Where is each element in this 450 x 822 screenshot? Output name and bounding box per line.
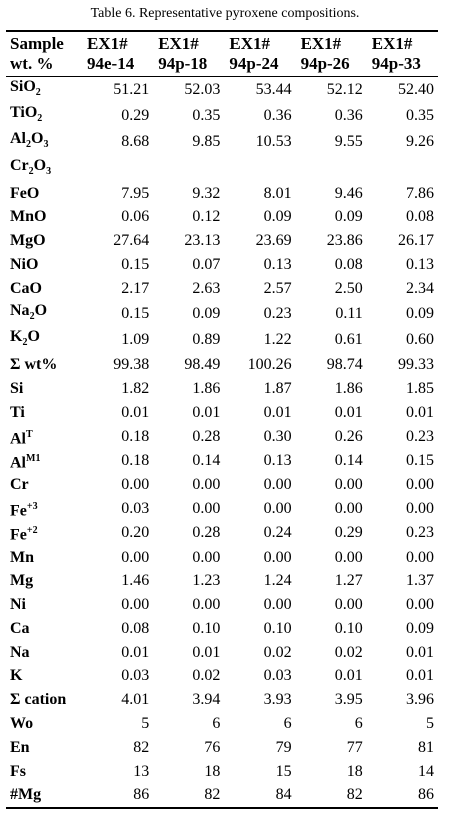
table-cell: 0.00: [334, 476, 363, 494]
table-cell: 0.08: [334, 256, 363, 274]
table-cell: 2.17: [121, 279, 150, 297]
row-label: Mg: [10, 572, 34, 590]
table-cell: 0.03: [121, 500, 150, 518]
table-row: [6, 736, 438, 760]
table-cell: 0.00: [263, 500, 292, 518]
table-cell: 0.00: [263, 596, 292, 614]
table-cell: 0.18: [121, 451, 150, 469]
table-cell: 5: [426, 715, 434, 733]
table-cell: 52.12: [326, 81, 363, 99]
table-row: [6, 712, 438, 736]
table-cell: 0.00: [406, 500, 434, 518]
table-cell: [82, 156, 153, 182]
table-cell: 0.23: [406, 427, 434, 445]
table-cell: 3.94: [192, 691, 221, 709]
table-row: [6, 156, 438, 182]
row-label: Ti: [10, 403, 25, 421]
table-body: [6, 77, 438, 809]
table-cell: 0.29: [334, 524, 363, 542]
table-row: [6, 497, 438, 521]
table-cell: 0.00: [192, 476, 221, 494]
table-cell: 0.00: [121, 596, 150, 614]
row-label: TiO$_2$: [10, 104, 43, 125]
table-cell: 8.68: [121, 133, 150, 151]
row-label: Na: [10, 643, 30, 661]
table-cell: 53.44: [255, 81, 292, 99]
table-cell: 76: [204, 738, 221, 756]
table-cell: 0.02: [334, 643, 363, 661]
row-label: $Al^{M1}$: [10, 452, 41, 472]
table-cell: 3.96: [406, 691, 434, 709]
sample-column-header-2: EX1#: [158, 34, 199, 53]
table-cell: 0.09: [406, 619, 434, 637]
row-label: $Fe^{+3}$: [10, 500, 38, 520]
table-cell: 0.13: [263, 451, 292, 469]
table-cell: 0.35: [406, 107, 434, 125]
table-cell: 1.09: [121, 331, 150, 349]
table-cell: 3.95: [334, 691, 363, 709]
sample-id-1: 94e-14: [87, 54, 135, 73]
table-row: [6, 760, 438, 784]
row-label: Mn: [10, 548, 34, 566]
table-cell: [367, 156, 438, 182]
table-cell: 0.02: [192, 667, 221, 685]
table-cell: 0.00: [192, 500, 221, 518]
table-cell: 0.00: [263, 548, 292, 566]
table-cell: 0.10: [334, 619, 363, 637]
table-cell: 0.00: [121, 476, 150, 494]
table-cell: 0.01: [121, 403, 150, 421]
table-cell: 79: [275, 738, 292, 756]
table-cell: 23.13: [184, 232, 221, 250]
table-cell: 0.15: [406, 451, 434, 469]
row-label: $Fe^{+2}$: [10, 525, 38, 544]
table-cell: 27.64: [113, 232, 150, 250]
table-cell: 23.86: [326, 232, 363, 250]
table-row: [6, 521, 438, 545]
row-label: #Mg: [10, 786, 42, 804]
table-cell: 2.57: [263, 279, 292, 297]
table-cell: 3.93: [263, 691, 292, 709]
table-row: [6, 327, 438, 353]
table-cell: 82: [204, 786, 221, 804]
row-label: CaO: [10, 279, 42, 297]
row-label: Si: [10, 379, 24, 397]
row-label: Ca: [10, 619, 30, 637]
table-cell: 0.28: [192, 524, 221, 542]
table-cell: 0.08: [121, 619, 150, 637]
table-cell: 99.33: [398, 356, 434, 373]
table-cell: 0.10: [263, 619, 292, 637]
table-cell: 15: [275, 762, 292, 780]
sample-column-header-5: EX1#: [371, 34, 413, 53]
table-row: [6, 641, 438, 665]
table-row: [6, 103, 438, 129]
table-cell: 23.69: [255, 232, 292, 250]
table-cell: 100.26: [247, 356, 292, 373]
table-row: [6, 353, 438, 377]
table-cell: 77: [346, 738, 363, 756]
table-cell: 1.22: [263, 331, 292, 349]
table-cell: 2.34: [406, 279, 434, 297]
row-label: SiO$_2$: [10, 78, 41, 99]
table-cell: 0.03: [263, 667, 292, 685]
table-cell: 0.00: [406, 476, 434, 494]
row-label: Fs: [10, 762, 26, 780]
row-label: $Na_2O$: [10, 301, 48, 322]
table-cell: 52.03: [184, 81, 221, 99]
table-cell: 0.28: [192, 427, 221, 445]
table-cell: 2.63: [192, 279, 221, 297]
sample-id-2: 94p-18: [158, 54, 208, 73]
table-cell: 0.60: [406, 331, 434, 349]
table-cell: 99.38: [113, 356, 150, 373]
table-cell: 0.00: [406, 548, 434, 566]
table-cell: 6: [212, 715, 221, 733]
table-row: [6, 277, 438, 301]
table-cell: 9.32: [192, 184, 221, 202]
table-cell: 0.01: [334, 667, 363, 685]
table-cell: 0.09: [192, 304, 221, 322]
table-cell: 0.10: [192, 619, 221, 637]
table-cell: 5: [141, 715, 150, 733]
sample-id-4: 94p-26: [300, 54, 350, 73]
table-cell: 0.00: [192, 548, 221, 566]
table-cell: 10.53: [255, 133, 292, 151]
table-cell: 0.01: [334, 403, 363, 421]
table-cell: 1.24: [263, 572, 292, 590]
table-cell: 86: [133, 786, 150, 804]
row-label: $Al^T$: [10, 428, 33, 447]
table-cell: 0.13: [263, 256, 292, 274]
table-cell: 0.14: [192, 451, 221, 469]
row-label: En: [10, 738, 30, 756]
table-cell: 0.01: [263, 403, 292, 421]
table-cell: 1.27: [334, 572, 363, 590]
table-cell: 0.00: [192, 596, 221, 614]
table-cell: 9.85: [192, 133, 221, 151]
table-cell: 0.24: [263, 524, 292, 542]
table-cell: 7.95: [121, 184, 150, 202]
table-cell: 82: [346, 786, 363, 804]
row-label: Σ cation: [10, 691, 67, 709]
row-label: $Cr_2O_3$: [10, 156, 52, 177]
table-row: [6, 546, 438, 570]
table-row: [6, 449, 438, 473]
table-cell: 9.46: [334, 184, 363, 202]
table-cell: 18: [346, 762, 363, 780]
table-cell: 0.00: [406, 596, 434, 614]
row-label: $K_2O$: [10, 327, 40, 349]
table-cell: 0.01: [406, 403, 434, 421]
table-row: [6, 784, 438, 809]
table-cell: 98.74: [326, 356, 363, 373]
table-cell: 0.35: [192, 107, 221, 125]
table-row: [6, 401, 438, 425]
row-label: NiO: [10, 256, 39, 274]
table-cell: 0.09: [334, 208, 363, 226]
table-cell: 9.55: [334, 133, 363, 151]
table-cell: 0.20: [121, 524, 150, 542]
row-label: K: [10, 667, 23, 685]
table-row: [6, 473, 438, 497]
table-row: [6, 77, 438, 104]
table-cell: 1.87: [263, 379, 292, 397]
table-cell: 81: [418, 738, 434, 756]
row-label: Σ wt%: [10, 356, 58, 373]
table-cell: 18: [204, 762, 221, 780]
table-row: [6, 206, 438, 230]
row-label: Wo: [10, 715, 34, 733]
row-label: MgO: [10, 232, 46, 250]
table-cell: 0.36: [334, 107, 363, 125]
table-cell: [224, 156, 295, 182]
table-cell: 0.15: [121, 304, 150, 322]
header-row-2: [6, 54, 438, 77]
table-row: [6, 301, 438, 327]
table-cell: 0.09: [406, 304, 434, 322]
row-label: MnO: [10, 208, 47, 226]
table-cell: 1.86: [192, 379, 221, 397]
row-label: Cr: [10, 476, 29, 494]
table-row: [6, 377, 438, 401]
table-cell: 51.21: [113, 81, 150, 99]
sample-header: Sample: [10, 34, 64, 53]
row-label: $Al_2O_3$: [10, 130, 49, 151]
table-cell: 4.01: [121, 691, 150, 709]
unit-header: wt. %: [10, 54, 54, 73]
table-cell: 0.23: [406, 524, 434, 542]
sample-id-3: 94p-24: [229, 54, 279, 73]
table-cell: 0.00: [334, 596, 363, 614]
table-cell: 0.61: [334, 331, 363, 349]
table-cell: 82: [133, 738, 150, 756]
table-cell: 0.08: [406, 208, 434, 226]
table-cell: 1.46: [121, 572, 150, 590]
table-cell: 0.11: [335, 304, 363, 322]
table-cell: 9.26: [406, 133, 434, 151]
table-cell: 0.26: [334, 427, 363, 445]
table-cell: 1.37: [406, 572, 434, 590]
table-cell: 0.01: [192, 403, 221, 421]
table-cell: 6: [283, 715, 292, 733]
table-cell: 0.00: [334, 548, 363, 566]
sample-id-5: 94p-33: [371, 54, 421, 73]
table-row: [6, 569, 438, 593]
table-row: [6, 129, 438, 155]
table-cell: 14: [418, 762, 434, 780]
table-caption: Table 6. Representative pyroxene compositions.: [90, 6, 360, 21]
table-cell: 0.01: [121, 643, 150, 661]
header-row-1: [6, 31, 438, 54]
table-row: [6, 665, 438, 689]
pyroxene-composition-table: [6, 30, 438, 809]
table-row: [6, 593, 438, 617]
table-cell: 52.40: [398, 81, 434, 99]
table-cell: 0.09: [263, 208, 292, 226]
table-cell: 7.86: [406, 184, 434, 202]
table-row: [6, 229, 438, 253]
table-cell: 84: [275, 786, 292, 804]
sample-column-header-1: EX1#: [87, 34, 128, 53]
table-cell: 86: [418, 786, 434, 804]
table-row: [6, 253, 438, 277]
table-cell: 0.15: [121, 256, 150, 274]
row-label: Ni: [10, 596, 26, 614]
table-cell: 0.14: [334, 451, 363, 469]
table-cell: 13: [133, 762, 150, 780]
table-cell: 2.50: [334, 279, 363, 297]
table-cell: 0.18: [121, 427, 150, 445]
table-cell: 26.17: [398, 232, 434, 250]
row-label: FeO: [10, 184, 40, 202]
table-cell: 0.07: [192, 256, 221, 274]
table-cell: 1.23: [192, 572, 221, 590]
table-cell: 0.03: [121, 667, 150, 685]
table-cell: [296, 156, 367, 182]
table-cell: 0.29: [121, 107, 150, 125]
table-cell: 0.01: [406, 643, 434, 661]
table-row: [6, 688, 438, 712]
table-cell: 0.01: [406, 667, 434, 685]
table-cell: [153, 156, 224, 182]
table-cell: 98.49: [184, 356, 221, 373]
table-row: [6, 182, 438, 206]
table-row: [6, 617, 438, 641]
table-cell: 0.36: [263, 107, 292, 125]
table-cell: 8.01: [263, 184, 292, 202]
table-cell: 1.85: [406, 379, 434, 397]
table-cell: 0.00: [263, 476, 292, 494]
sample-column-header-4: EX1#: [300, 34, 342, 53]
table-cell: 1.86: [334, 379, 363, 397]
table-cell: 0.00: [121, 548, 150, 566]
table-row: [6, 425, 438, 449]
table-cell: 0.89: [192, 331, 221, 349]
table-cell: 0.30: [263, 427, 292, 445]
table-cell: 0.13: [406, 256, 434, 274]
table-cell: 0.02: [263, 643, 292, 661]
table-cell: 0.00: [334, 500, 363, 518]
table-cell: 1.82: [121, 379, 150, 397]
table-cell: 0.12: [192, 208, 221, 226]
table-cell: 0.06: [121, 208, 150, 226]
table-cell: 6: [354, 715, 363, 733]
table-cell: 0.23: [263, 304, 292, 322]
sample-column-header-3: EX1#: [229, 34, 270, 53]
table-cell: 0.01: [192, 643, 221, 661]
